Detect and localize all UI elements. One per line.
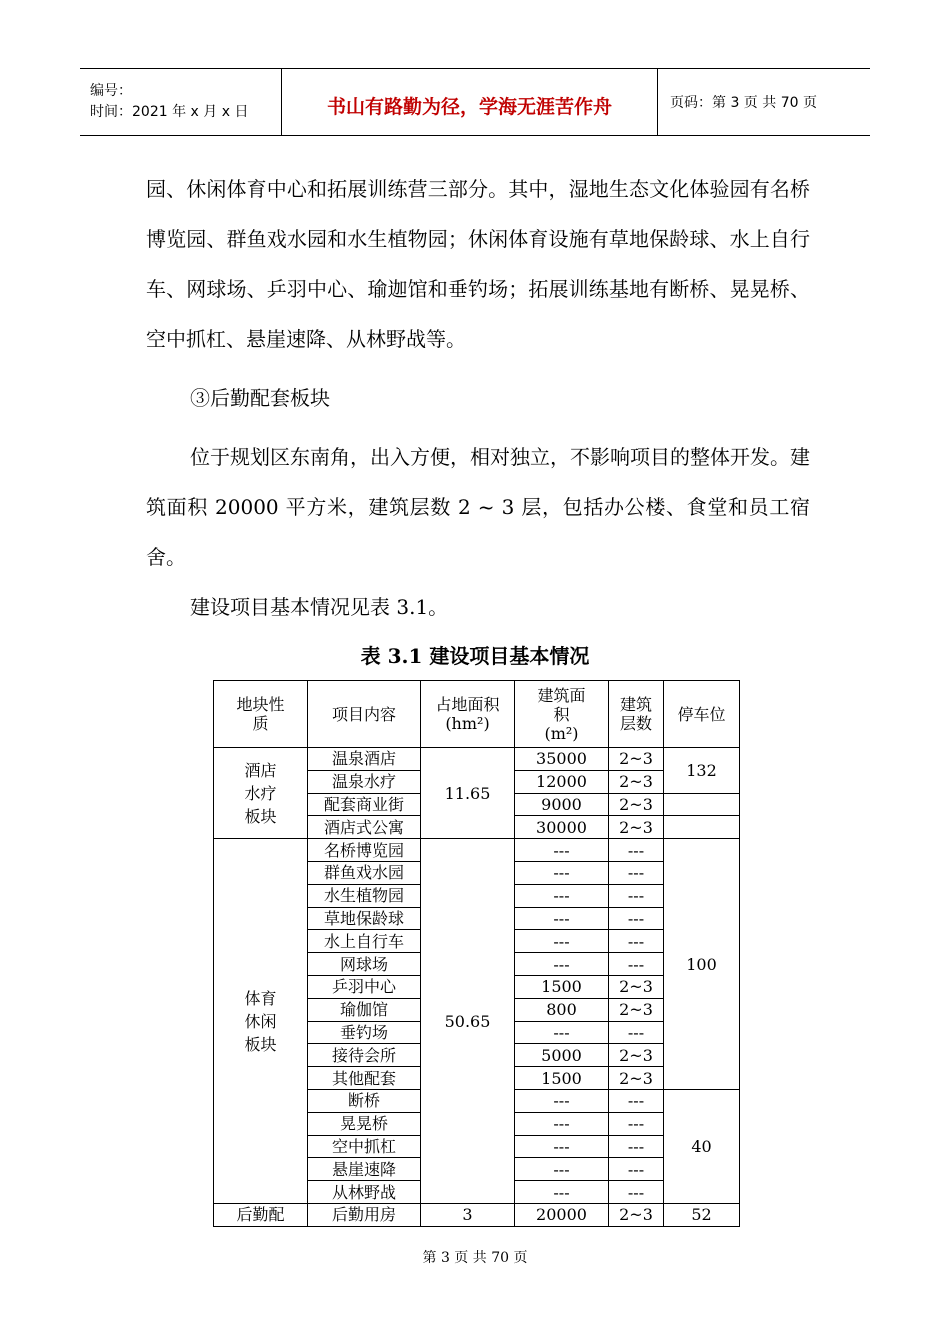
item-cell: 断桥 bbox=[308, 1089, 421, 1112]
project-info-table bbox=[213, 680, 740, 1227]
parking-cell: 52 bbox=[664, 1203, 740, 1226]
item-cell: 水上自行车 bbox=[308, 930, 421, 953]
floors-cell: 2~3 bbox=[609, 1203, 664, 1226]
table-caption: 表 3.1 建设项目基本情况 bbox=[360, 644, 590, 668]
floor-area-cell: 20000 bbox=[515, 1203, 609, 1226]
item-cell: 晃晃桥 bbox=[308, 1112, 421, 1135]
parking-cell: 132 bbox=[664, 748, 740, 794]
item-cell: 温泉酒店 bbox=[308, 748, 421, 771]
body-text bbox=[146, 164, 810, 632]
parking-cell bbox=[664, 793, 740, 816]
section-heading: ③后勤配套板块 bbox=[190, 386, 330, 410]
floors-cell: --- bbox=[609, 839, 664, 862]
item-cell: 从林野战 bbox=[308, 1181, 421, 1204]
floor-area-cell: --- bbox=[515, 953, 609, 976]
floors-cell: --- bbox=[609, 953, 664, 976]
table-header-row bbox=[214, 681, 740, 748]
item-cell: 群鱼戏水园 bbox=[308, 861, 421, 884]
floor-area-cell: --- bbox=[515, 1181, 609, 1204]
group-label: 后勤配 bbox=[214, 1203, 308, 1226]
header-parking: 停车位 bbox=[664, 681, 740, 748]
header-land-area: 占地面积 (hm²) bbox=[421, 681, 515, 748]
land-area-cell: 50.65 bbox=[421, 839, 515, 1204]
floors-cell: --- bbox=[609, 907, 664, 930]
floors-cell: 2~3 bbox=[609, 816, 664, 839]
floor-area-cell: 800 bbox=[515, 998, 609, 1021]
document-number: 编号： bbox=[90, 83, 132, 99]
page-footer: 第 3 页 共 70 页 bbox=[422, 1250, 528, 1266]
parking-cell: 40 bbox=[664, 1089, 740, 1203]
item-cell: 温泉水疗 bbox=[308, 770, 421, 793]
group-label: 体育休闲板块 bbox=[214, 839, 308, 1204]
item-cell: 悬崖速降 bbox=[308, 1158, 421, 1181]
floor-area-cell: 35000 bbox=[515, 748, 609, 771]
table-row bbox=[214, 1203, 740, 1226]
header-project-content: 项目内容 bbox=[308, 681, 421, 748]
floors-cell: 2~3 bbox=[609, 793, 664, 816]
floor-area-cell: 1500 bbox=[515, 1067, 609, 1090]
floor-area-cell: --- bbox=[515, 1021, 609, 1044]
floors-cell: --- bbox=[609, 1021, 664, 1044]
header-floor-area: 建筑面积 (m²) bbox=[515, 681, 609, 748]
land-area-cell: 3 bbox=[421, 1203, 515, 1226]
floor-area-cell: 1500 bbox=[515, 975, 609, 998]
floor-area-cell: 12000 bbox=[515, 770, 609, 793]
item-cell: 草地保龄球 bbox=[308, 907, 421, 930]
land-area-cell: 11.65 bbox=[421, 748, 515, 839]
floor-area-cell: --- bbox=[515, 1112, 609, 1135]
floors-cell: --- bbox=[609, 884, 664, 907]
item-cell: 瑜伽馆 bbox=[308, 998, 421, 1021]
parking-cell: 100 bbox=[664, 839, 740, 1090]
floor-area-cell: 9000 bbox=[515, 793, 609, 816]
floor-area-cell: --- bbox=[515, 839, 609, 862]
header-motto: 书山有路勤为径，学海无涯苦作舟 bbox=[282, 69, 658, 135]
item-cell: 空中抓杠 bbox=[308, 1135, 421, 1158]
item-cell: 其他配套 bbox=[308, 1067, 421, 1090]
floors-cell: --- bbox=[609, 1158, 664, 1181]
floor-area-cell: --- bbox=[515, 1089, 609, 1112]
item-cell: 酒店式公寓 bbox=[308, 816, 421, 839]
parking-cell bbox=[664, 816, 740, 839]
item-cell: 垂钓场 bbox=[308, 1021, 421, 1044]
item-cell: 接待会所 bbox=[308, 1044, 421, 1067]
item-cell: 后勤用房 bbox=[308, 1203, 421, 1226]
item-cell: 网球场 bbox=[308, 953, 421, 976]
floors-cell: --- bbox=[609, 1089, 664, 1112]
floors-cell: 2~3 bbox=[609, 770, 664, 793]
floor-area-cell: --- bbox=[515, 907, 609, 930]
item-cell: 水生植物园 bbox=[308, 884, 421, 907]
paragraph: 位于规划区东南角，出入方便，相对独立，不影响项目的整体开发。建筑面积 20000 平方米，建筑层数 2 ~ 3 层，包括办公楼、食堂和员工宿舍。 bbox=[146, 445, 810, 569]
floor-area-cell: --- bbox=[515, 930, 609, 953]
document-date: 时间：2021 年 x 月 x 日 bbox=[90, 104, 249, 120]
floor-area-cell: --- bbox=[515, 884, 609, 907]
table-row bbox=[214, 839, 740, 862]
floor-area-cell: --- bbox=[515, 861, 609, 884]
header-meta bbox=[80, 69, 282, 135]
floors-cell: 2~3 bbox=[609, 748, 664, 771]
floors-cell: 2~3 bbox=[609, 1044, 664, 1067]
page-header bbox=[80, 68, 870, 136]
item-cell: 配套商业街 bbox=[308, 793, 421, 816]
floors-cell: 2~3 bbox=[609, 975, 664, 998]
header-page-info: 页码：第 3 页 共 70 页 bbox=[670, 95, 817, 111]
floor-area-cell: 30000 bbox=[515, 816, 609, 839]
floors-cell: --- bbox=[609, 1135, 664, 1158]
floor-area-cell: --- bbox=[515, 1158, 609, 1181]
group-label: 酒店水疗板块 bbox=[214, 748, 308, 839]
paragraph: 园、休闲体育中心和拓展训练营三部分。其中，湿地生态文化体验园有名桥博览园、群鱼戏水园和水生植物园；休闲体育设施有草地保龄球、水上自行车、网球场、乒羽中心、瑜迦馆和垂钓场；拓展训练基地有断桥、晃晃桥、空中抓杠、悬崖速降、从林野战等。 bbox=[146, 177, 810, 351]
floor-area-cell: --- bbox=[515, 1135, 609, 1158]
floors-cell: 2~3 bbox=[609, 1067, 664, 1090]
paragraph: 建设项目基本情况见表 3.1。 bbox=[190, 595, 449, 619]
item-cell: 乒羽中心 bbox=[308, 975, 421, 998]
floors-cell: --- bbox=[609, 1181, 664, 1204]
header-floors: 建筑层数 bbox=[609, 681, 664, 748]
floors-cell: --- bbox=[609, 1112, 664, 1135]
floors-cell: --- bbox=[609, 861, 664, 884]
header-plot-type: 地块性质 bbox=[214, 681, 308, 748]
floors-cell: 2~3 bbox=[609, 998, 664, 1021]
table-row bbox=[214, 748, 740, 771]
floors-cell: --- bbox=[609, 930, 664, 953]
item-cell: 名桥博览园 bbox=[308, 839, 421, 862]
floor-area-cell: 5000 bbox=[515, 1044, 609, 1067]
